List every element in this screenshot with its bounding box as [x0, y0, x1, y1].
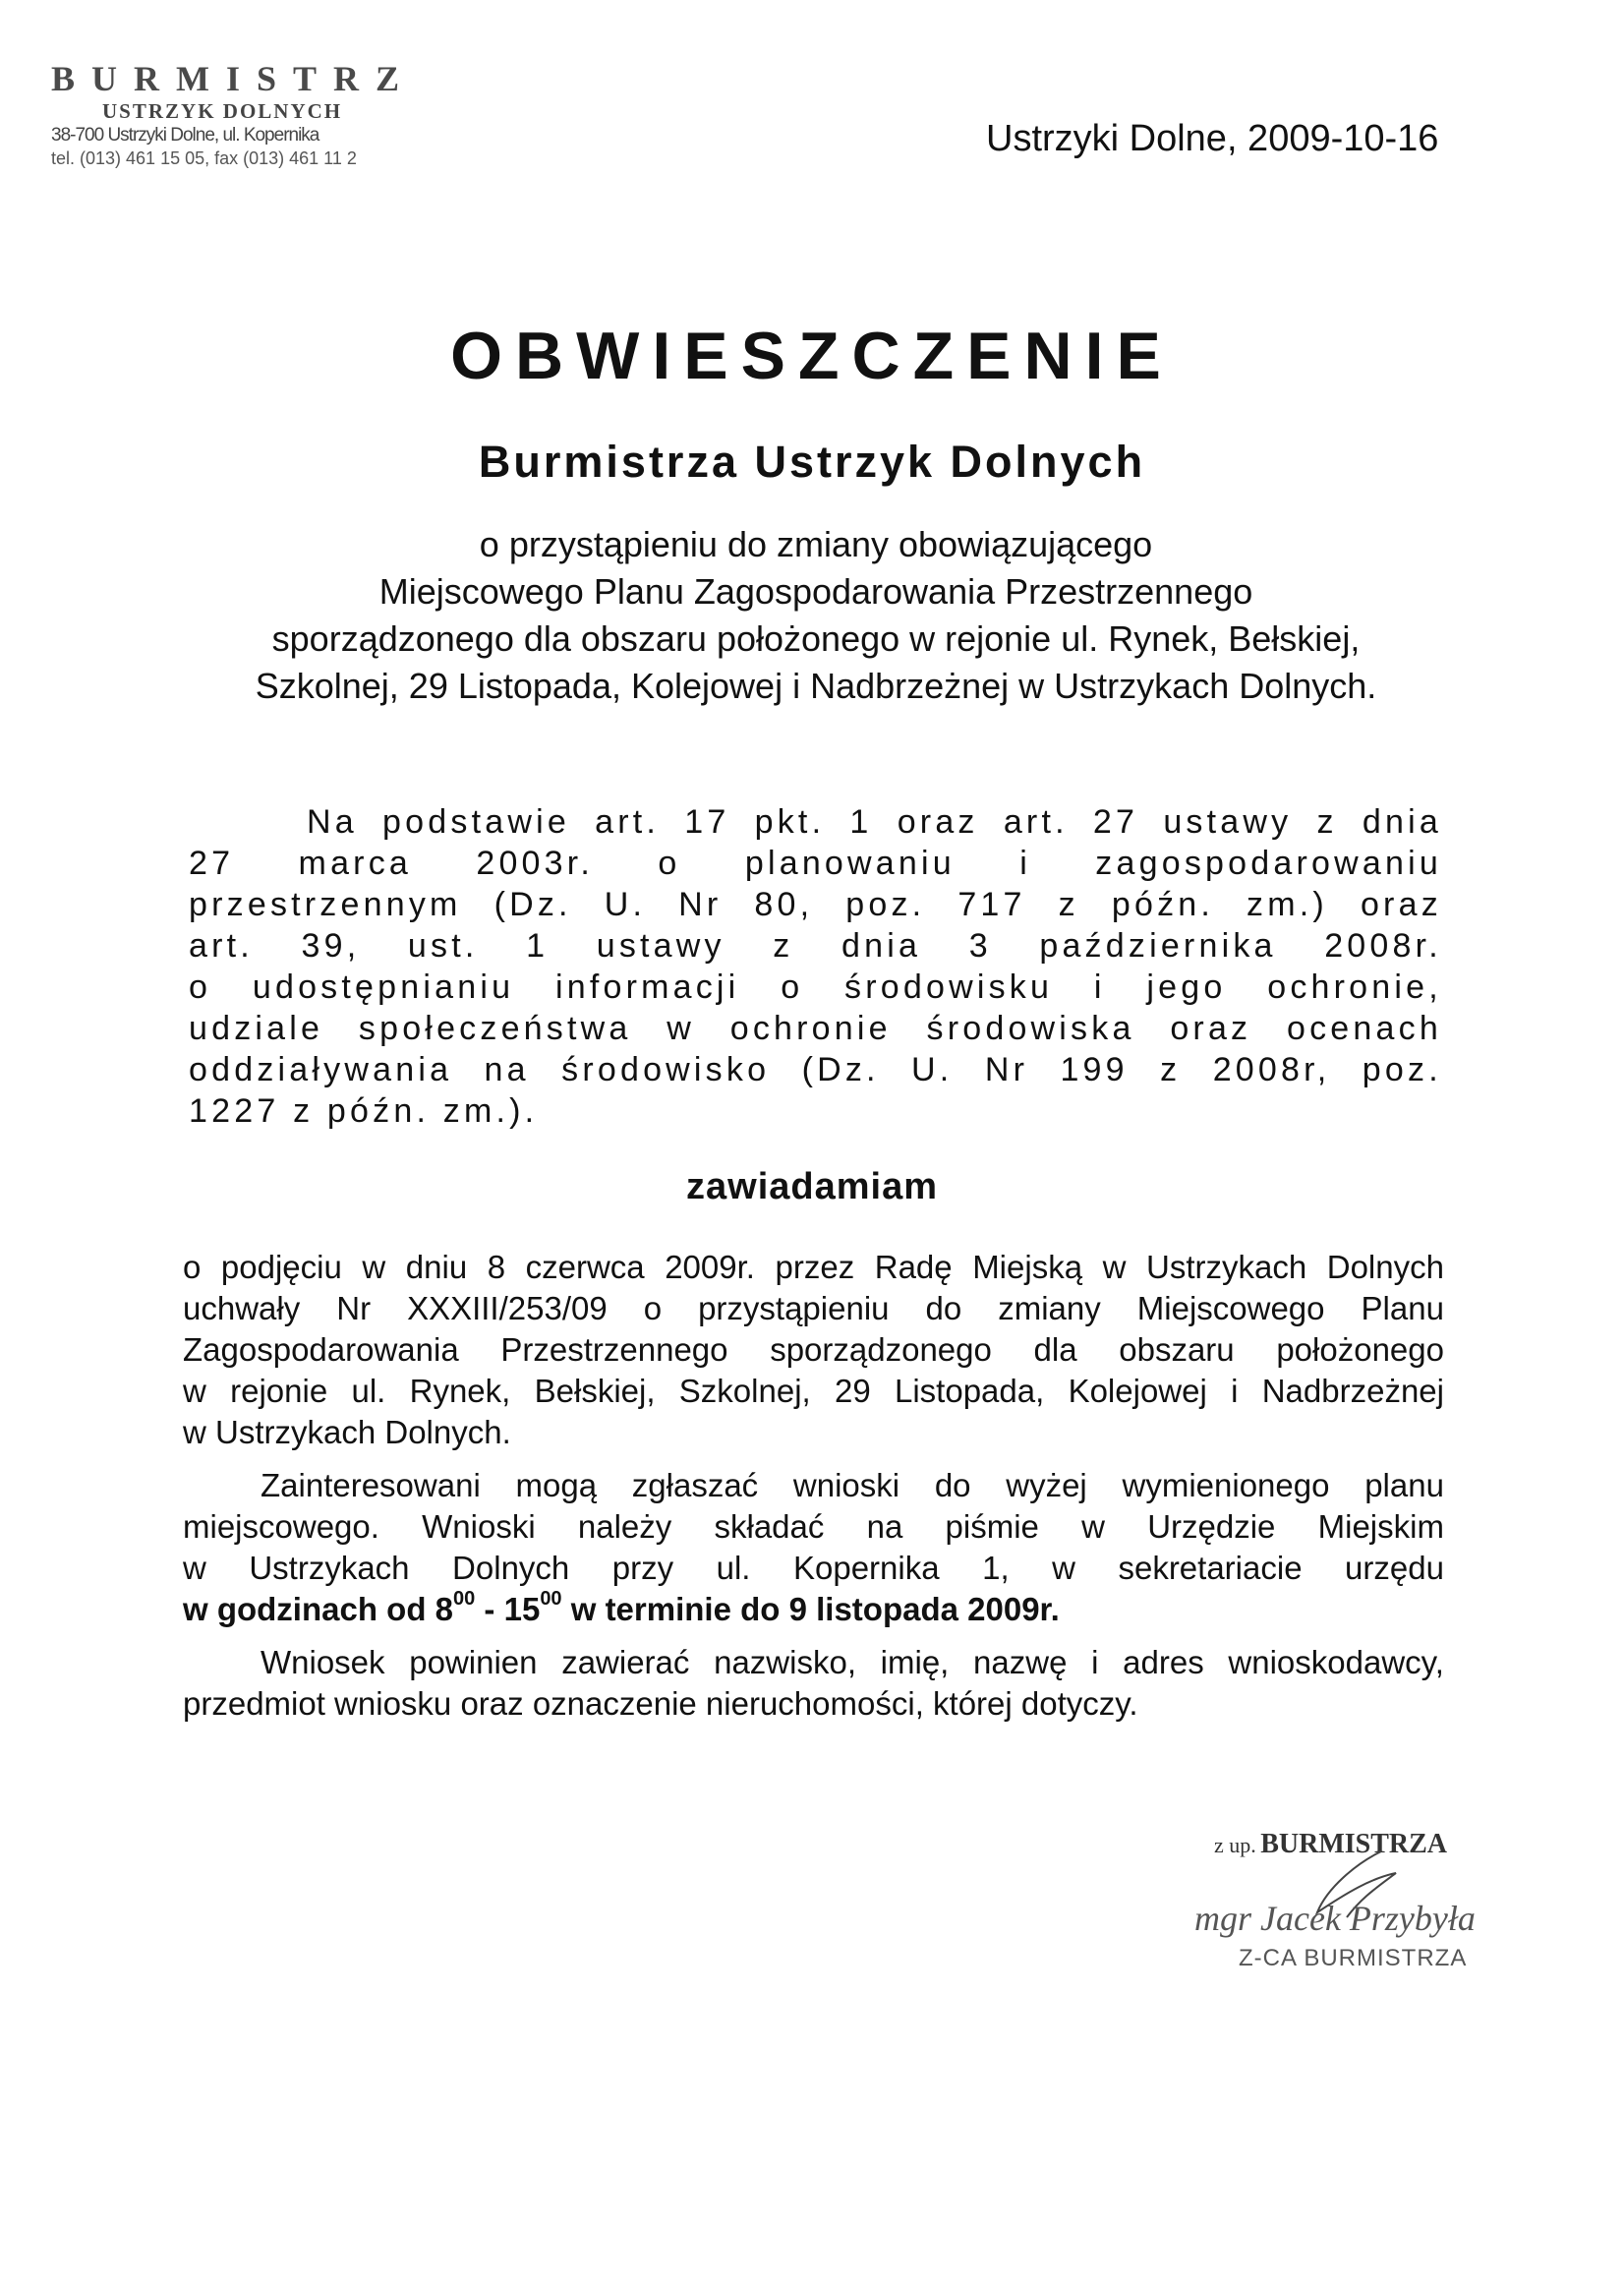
- word: przy: [611, 1550, 674, 1586]
- word: poz.: [845, 886, 926, 923]
- word: i: [1019, 845, 1031, 882]
- word: i: [1093, 968, 1106, 1006]
- word: piśmie: [945, 1508, 1039, 1545]
- word: jego: [1146, 968, 1227, 1006]
- word: oraz: [897, 803, 979, 841]
- word: ochronie: [729, 1010, 892, 1047]
- word: Kopernika: [792, 1550, 940, 1586]
- word: mogą: [515, 1467, 598, 1503]
- word: dla: [1033, 1331, 1077, 1368]
- word: planowaniu: [744, 845, 956, 882]
- word: wyżej: [1006, 1467, 1087, 1503]
- paragraph-line: [183, 1288, 1444, 1329]
- word: sporządzonego: [770, 1331, 992, 1368]
- word: art.: [189, 927, 254, 965]
- word: 27: [189, 845, 235, 882]
- word: 8: [487, 1249, 506, 1285]
- announce-heading: zawiadamiam: [686, 1166, 938, 1207]
- word: przez: [775, 1249, 855, 1285]
- legal-line: [189, 1049, 1442, 1090]
- word: urzędu: [1345, 1550, 1444, 1586]
- word: nazwisko,: [714, 1644, 856, 1680]
- word: do: [925, 1290, 962, 1326]
- legal-line: [189, 801, 1442, 843]
- word: powinien: [409, 1644, 538, 1680]
- word: adres: [1123, 1644, 1204, 1680]
- letterhead-city: USTRZYK DOLNYCH: [102, 99, 343, 123]
- word: wymienionego: [1122, 1467, 1330, 1503]
- word: dnia: [841, 927, 922, 965]
- word: Nadbrzeżnej: [1261, 1373, 1444, 1409]
- word: o: [781, 968, 804, 1006]
- deadline-text: w godzinach od $8^{00} - 15^{00}$ w terminie do 9 listopada 2009r.: [183, 1588, 1060, 1627]
- legal-line: [189, 967, 1442, 1008]
- word: ustawy: [596, 927, 725, 965]
- legal-line: [189, 884, 1442, 925]
- word: czerwca: [525, 1249, 645, 1285]
- subject-line: Szkolnej, 29 Listopada, Kolejowej i Nadbrzeżnej w Ustrzykach Dolnych.: [255, 666, 1377, 706]
- word: na: [484, 1051, 530, 1088]
- word: o: [183, 1249, 202, 1285]
- word: Zainteresowani: [261, 1467, 481, 1503]
- word: Urzędzie: [1147, 1508, 1276, 1545]
- word: (Dz.: [801, 1051, 880, 1088]
- word: przestrzennym: [189, 886, 462, 923]
- paragraph-line: [183, 1329, 1444, 1371]
- word: o: [643, 1290, 663, 1326]
- subject-line: Miejscowego Planu Zagospodarowania Przestrzennego: [378, 571, 1253, 612]
- word: sekretariacie: [1118, 1550, 1303, 1586]
- word: art.: [1003, 803, 1069, 841]
- legal-line: [189, 843, 1442, 884]
- letterhead-address: 38-700 Ustrzyki Dolne, ul. Kopernika: [51, 125, 319, 146]
- legal-basis: [189, 801, 1442, 1132]
- word: Bełskiej,: [534, 1373, 656, 1409]
- word: obszaru: [1119, 1331, 1235, 1368]
- word: ul.: [716, 1550, 751, 1586]
- word: ust.: [407, 927, 479, 965]
- paragraph-line: [183, 1506, 1444, 1548]
- word: informacji: [554, 968, 740, 1006]
- word: o: [658, 845, 681, 882]
- word: dniu: [405, 1249, 468, 1285]
- word: U.: [911, 1051, 954, 1088]
- word: do: [934, 1467, 971, 1503]
- hour-from-superscript: 00: [453, 1588, 476, 1610]
- word: 39,: [301, 927, 361, 965]
- word: ochronie,: [1267, 968, 1442, 1006]
- word: zawierać: [561, 1644, 690, 1680]
- word: położonego: [1276, 1331, 1444, 1368]
- word: 80,: [754, 886, 814, 923]
- signature-prefix: z up.: [1214, 1833, 1256, 1857]
- word: imię,: [880, 1644, 950, 1680]
- word: zm.): [1247, 886, 1328, 923]
- word: Miejskim: [1317, 1508, 1444, 1545]
- word: w: [183, 1550, 206, 1586]
- word: Miejską: [972, 1249, 1083, 1285]
- word: podjęciu: [220, 1249, 342, 1285]
- word: Przestrzennego: [500, 1331, 728, 1368]
- letterhead-phone: tel. (013) 461 15 05, fax (013) 461 11 2: [51, 148, 357, 168]
- word: 2009r.: [665, 1249, 755, 1285]
- word: wnioski: [792, 1467, 900, 1503]
- word: 2003r.: [476, 845, 595, 882]
- word: (Dz.: [493, 886, 572, 923]
- word: planu: [1364, 1467, 1444, 1503]
- word: wnioskodawcy,: [1228, 1644, 1444, 1680]
- word: środowisko: [561, 1051, 771, 1088]
- word: na: [866, 1508, 903, 1545]
- word: udziale: [189, 1010, 324, 1047]
- word: Na: [307, 803, 358, 841]
- paragraph-applications: [183, 1465, 1444, 1630]
- word: społeczeństwa: [358, 1010, 632, 1047]
- paragraph-resolution: [183, 1247, 1444, 1453]
- word: marca: [298, 845, 413, 882]
- word: października: [1039, 927, 1277, 965]
- subject-line: o przystąpieniu do zmiany obowiązującego: [479, 524, 1153, 564]
- word: z: [1316, 803, 1338, 841]
- word: należy: [577, 1508, 672, 1545]
- word: nazwę: [973, 1644, 1068, 1680]
- word: 2008r.: [1324, 927, 1442, 965]
- word: U.: [604, 886, 647, 923]
- hour-to-superscript: 00: [540, 1588, 562, 1610]
- word: poz.: [1362, 1051, 1442, 1088]
- word: z: [773, 927, 794, 965]
- word: 199: [1060, 1051, 1129, 1088]
- word: 3: [968, 927, 992, 965]
- word: miejscowego.: [183, 1508, 379, 1545]
- word: art.: [595, 803, 661, 841]
- word: w: [1102, 1249, 1127, 1285]
- signatory-name: mgr Jacek Przybyła: [1194, 1899, 1476, 1938]
- word: Nr: [678, 886, 723, 923]
- word: i: [1091, 1644, 1099, 1680]
- word: Ustrzykach: [249, 1550, 410, 1586]
- paragraph-line: przedmiot wniosku oraz oznaczenie nieruchomości, której dotyczy.: [183, 1685, 1138, 1722]
- letterhead-title: BURMISTRZ: [51, 59, 417, 98]
- word: o: [189, 968, 212, 1006]
- word: 27: [1092, 803, 1139, 841]
- paragraph-line: [183, 1548, 1444, 1589]
- paragraph-line: [183, 1247, 1444, 1288]
- legal-line: [189, 925, 1442, 967]
- word: oraz: [1360, 886, 1442, 923]
- word: Nr: [336, 1290, 372, 1326]
- word: Dolnych: [1326, 1249, 1444, 1285]
- word: oddziaływania: [189, 1051, 453, 1088]
- signatory-function: Z-CA BURMISTRZA: [1239, 1945, 1468, 1971]
- word: XXXIII/253/09: [407, 1290, 608, 1326]
- word: 1,: [982, 1550, 1010, 1586]
- word: 1: [526, 927, 550, 965]
- paragraph-line: w Ustrzykach Dolnych.: [183, 1414, 511, 1450]
- word: Radę: [874, 1249, 953, 1285]
- word: środowiska: [926, 1010, 1135, 1047]
- word: przystąpieniu: [698, 1290, 890, 1326]
- notice-subject: [177, 521, 1455, 710]
- paragraph-line: [183, 1642, 1444, 1683]
- signature-title: BURMISTRZA: [1260, 1829, 1448, 1859]
- word: 717: [957, 886, 1026, 923]
- document-heading: OBWIESZCZENIE: [450, 319, 1174, 393]
- word: 17: [684, 803, 730, 841]
- word: Wniosek: [261, 1644, 385, 1680]
- legal-line: [189, 1008, 1442, 1049]
- subject-line: sporządzonego dla obszaru położonego w rejonie ul. Rynek, Bełskiej,: [271, 618, 1361, 659]
- word: składać: [714, 1508, 825, 1545]
- word: dnia: [1362, 803, 1442, 841]
- word: 29: [834, 1373, 871, 1409]
- word: Dolnych: [452, 1550, 570, 1586]
- word: w: [1052, 1550, 1075, 1586]
- word: w: [1081, 1508, 1105, 1545]
- word: zgłaszać: [631, 1467, 759, 1503]
- place-date: Ustrzyki Dolne, 2009-10-16: [986, 118, 1439, 159]
- word: oraz: [1170, 1010, 1252, 1047]
- word: Planu: [1361, 1290, 1444, 1326]
- paragraph-line: [183, 1371, 1444, 1412]
- word: późn.: [1111, 886, 1215, 923]
- word: w: [362, 1249, 386, 1285]
- word: z: [1058, 886, 1079, 923]
- word: Miejscowego: [1136, 1290, 1325, 1326]
- word: w: [667, 1010, 695, 1047]
- word: w: [183, 1373, 206, 1409]
- word: podstawie: [382, 803, 570, 841]
- word: ustawy: [1163, 803, 1293, 841]
- word: 2008r,: [1212, 1051, 1331, 1088]
- word: z: [1160, 1051, 1182, 1088]
- word: zagospodarowaniu: [1095, 845, 1442, 882]
- letterhead-stamp: [51, 59, 425, 169]
- document-subheading: Burmistrza Ustrzyk Dolnych: [478, 437, 1146, 487]
- word: Kolejowej: [1068, 1373, 1207, 1409]
- deadline-line: [183, 1589, 1444, 1630]
- paragraph-line: [183, 1465, 1444, 1506]
- word: Listopada,: [894, 1373, 1045, 1409]
- word: udostępnianiu: [252, 968, 515, 1006]
- word: pkt.: [754, 803, 826, 841]
- word: i: [1231, 1373, 1239, 1409]
- word: Zagospodarowania: [183, 1331, 459, 1368]
- word: Ustrzykach: [1145, 1249, 1307, 1285]
- word: Rynek,: [409, 1373, 511, 1409]
- word: ocenach: [1287, 1010, 1442, 1047]
- word: uchwały: [183, 1290, 301, 1326]
- paragraph-requirements: [183, 1642, 1444, 1725]
- word: Wnioski: [422, 1508, 536, 1545]
- word: środowisku: [844, 968, 1054, 1006]
- word: Szkolnej,: [678, 1373, 811, 1409]
- legal-line: 1227 z późn. zm.).: [189, 1092, 539, 1130]
- word: 1: [849, 803, 873, 841]
- word: zmiany: [998, 1290, 1101, 1326]
- word: rejonie: [230, 1373, 328, 1409]
- word: Nr: [984, 1051, 1029, 1088]
- word: ul.: [351, 1373, 386, 1409]
